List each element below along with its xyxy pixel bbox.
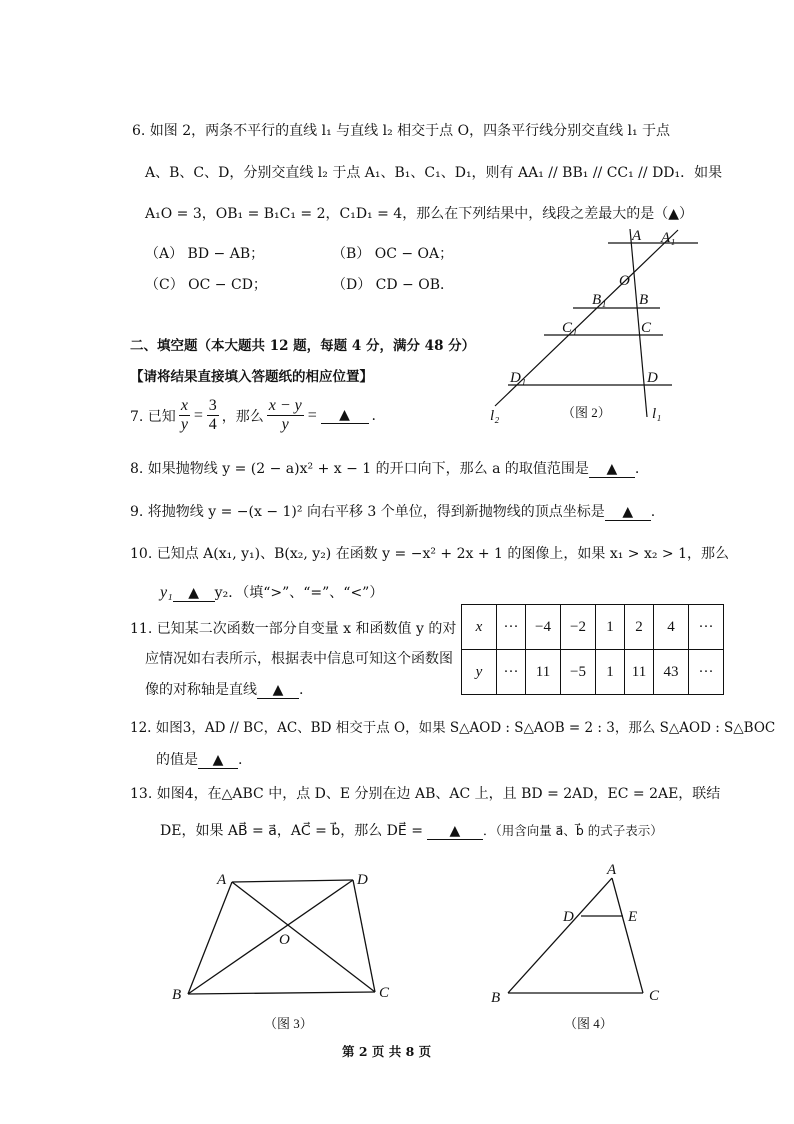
- fig4-label-a: A: [607, 862, 617, 878]
- table-cell: 1: [596, 605, 625, 650]
- page-footer: 第 2 页 共 8 页: [342, 1044, 432, 1059]
- q12-answer-blank[interactable]: ▲: [198, 752, 238, 769]
- q8-answer-blank[interactable]: ▲: [589, 461, 635, 478]
- q13-end: ．（用含向量 a⃗、b⃗ 的式子表示）: [482, 823, 663, 838]
- q7-end: .: [371, 407, 376, 424]
- table-row: [462, 605, 724, 650]
- table-row: [462, 650, 724, 695]
- diagonal-bd: [188, 880, 353, 994]
- segment-ad: [232, 880, 353, 882]
- fig2-label-l2: l₂: [490, 408, 500, 424]
- table-cell: ···: [497, 650, 526, 695]
- q6-line3: A₁O = 3，OB₁ = B₁C₁ = 2，C₁D₁ = 4，那么在下列结果中，线段之差最大的是（▲）: [145, 206, 693, 222]
- q7-frac2-num: 3: [208, 397, 217, 414]
- q8-end: .: [634, 461, 640, 477]
- q8-text: 8. 如果抛物线 y = (2 − a)x² + x − 1 的开口向下，那么 a 的取值范围是: [130, 461, 589, 477]
- q6-option-b: （B） OC − OA；: [332, 246, 454, 262]
- fig2-caption: （图 2）: [562, 405, 611, 420]
- q11-line3: [145, 679, 303, 699]
- q7-frac2-den: 4: [208, 416, 217, 433]
- figure-4: [480, 860, 680, 1035]
- q7-frac1-num: x: [180, 397, 188, 414]
- table-cell: 11: [526, 650, 561, 695]
- fig4-label-d: D: [563, 909, 574, 925]
- fig3-label-b: B: [172, 987, 182, 1003]
- q10-answer-blank[interactable]: ▲: [173, 585, 215, 602]
- table-cell: 4: [654, 605, 689, 650]
- q11-line3-text: 像的对称轴是直线: [145, 682, 257, 698]
- fig2-label-d: D: [647, 370, 658, 386]
- fig3-label-a: A: [217, 872, 227, 888]
- table-cell: 11: [625, 650, 654, 695]
- q7-frac3-den: y: [281, 416, 289, 433]
- fig4-label-c: C: [649, 988, 660, 1004]
- q8: [130, 458, 639, 478]
- q6-option-c: （C） OC − CD；: [145, 277, 267, 293]
- q6-line1: 6. 如图 2，两条不平行的直线 l₁ 与直线 l₂ 相交于点 O，四条平行线分别交直线 l₁ 于点: [132, 123, 671, 139]
- q11-end: .: [299, 682, 304, 698]
- q6-option-d: （D） CD − OB．: [332, 277, 455, 293]
- q10-line2: [160, 582, 383, 602]
- segment-ac: [612, 878, 643, 993]
- fig3-caption: （图 3）: [264, 1016, 313, 1031]
- q10-line1: 10. 已知点 A(x₁, y₁)、B(x₂, y₂) 在函数 y = −x² + 2x + 1 的图像上，如果 x₁ > x₂ > 1，那么: [130, 546, 730, 562]
- table-cell: −5: [561, 650, 596, 695]
- table-cell: ···: [689, 605, 724, 650]
- table-cell: −4: [526, 605, 561, 650]
- fig2-label-c1: C₁: [562, 320, 578, 336]
- q13-line2: [160, 820, 663, 840]
- table-cell: 1: [596, 650, 625, 695]
- q7-mid: ，那么: [221, 408, 264, 425]
- segment-ab: [188, 882, 232, 994]
- fig2-label-c: C: [641, 320, 652, 336]
- q12-line2: [156, 749, 242, 769]
- table-cell: ···: [497, 605, 526, 650]
- q13-line1: 13. 如图4，在△ABC 中，点 D、E 分别在边 AB、AC 上，且 BD = 2AD，EC = 2AE，联结: [130, 786, 721, 802]
- q7-equals-2: =: [306, 406, 318, 424]
- table-cell: −2: [561, 605, 596, 650]
- q7-frac3-num: x − y: [268, 397, 302, 414]
- fig4-label-b: B: [491, 990, 501, 1006]
- table-cell: y: [462, 650, 497, 695]
- fig2-label-a1: A₁: [661, 230, 676, 246]
- q12-line1: 12. 如图3，AD // BC，AC、BD 相交于点 O，如果 S△AOD : S△AOB = 2 : 3，那么 S△AOD : S△BOC: [130, 720, 776, 736]
- q7-frac-xy: [179, 397, 190, 434]
- q7: [130, 397, 376, 434]
- q9-answer-blank[interactable]: ▲: [605, 504, 651, 521]
- q10-y1: y₁: [160, 584, 173, 601]
- q10-y2: y₂．（填“>”、“=”、“<”）: [214, 585, 384, 601]
- segment-ab: [508, 878, 612, 993]
- fig2-label-l1: l₁: [652, 406, 662, 422]
- q7-prefix: 7. 已知: [130, 408, 176, 425]
- q11-value-table: [461, 604, 724, 695]
- fig2-label-d1: D₁: [510, 370, 527, 386]
- q13-line2-text: DE，如果 AB⃗ = a⃗，AC⃗ = b⃗，那么 DE⃗ =: [160, 823, 423, 839]
- fig3-label-d: D: [357, 872, 368, 888]
- q9: [130, 501, 655, 521]
- table-cell: ···: [689, 650, 724, 695]
- q11-answer-blank[interactable]: ▲: [257, 682, 299, 699]
- q6-option-a: （A） BD − AB；: [145, 246, 265, 262]
- fig3-label-o: O: [279, 932, 290, 948]
- fig2-label-b1: B₁: [592, 292, 607, 308]
- segment-bc: [188, 992, 375, 994]
- q7-equals: =: [192, 406, 204, 424]
- q13-answer-blank[interactable]: ▲: [427, 823, 483, 840]
- q7-answer-blank[interactable]: ▲: [321, 407, 369, 424]
- segment-dc: [353, 880, 375, 992]
- figure-3: [160, 862, 410, 1037]
- q9-text: 9. 将抛物线 y = −(x − 1)² 向右平移 3 个单位，得到新抛物线的顶点坐标是: [130, 504, 605, 520]
- q9-end: .: [650, 504, 656, 520]
- table-cell: x: [462, 605, 497, 650]
- figure-2: [480, 222, 710, 432]
- q7-frac-target: [267, 397, 304, 434]
- q7-frac1-den: y: [180, 416, 188, 433]
- table-cell: 43: [654, 650, 689, 695]
- q6-line2: A、B、C、D，分别交直线 l₂ 于点 A₁、B₁、C₁、D₁，则有 AA₁ // BB₁ // CC₁ // DD₁．如果: [145, 165, 723, 181]
- fig3-label-c: C: [379, 985, 390, 1001]
- q12-line2-text: 的值是: [156, 752, 198, 768]
- section2-title: 二、填空题（本大题共 12 题，每题 4 分，满分 48 分）: [130, 338, 476, 354]
- fig2-label-a: A: [632, 228, 642, 244]
- table-cell: 2: [625, 605, 654, 650]
- fig4-label-e: E: [628, 909, 638, 925]
- q11-line2: 应情况如右表所示，根据表中信息可知这个函数图: [145, 651, 453, 667]
- q11-line1: 11. 已知某二次函数一部分自变量 x 和函数值 y 的对: [130, 621, 457, 637]
- fig2-label-o: O: [619, 273, 630, 289]
- diagonal-ac: [232, 882, 375, 992]
- q7-frac-34: [207, 397, 219, 434]
- section2-instruction: 【请将结果直接填入答题纸的相应位置】: [130, 369, 373, 385]
- fig2-label-b: B: [639, 292, 649, 308]
- fig4-caption: （图 4）: [564, 1016, 613, 1031]
- q12-end: .: [238, 752, 243, 768]
